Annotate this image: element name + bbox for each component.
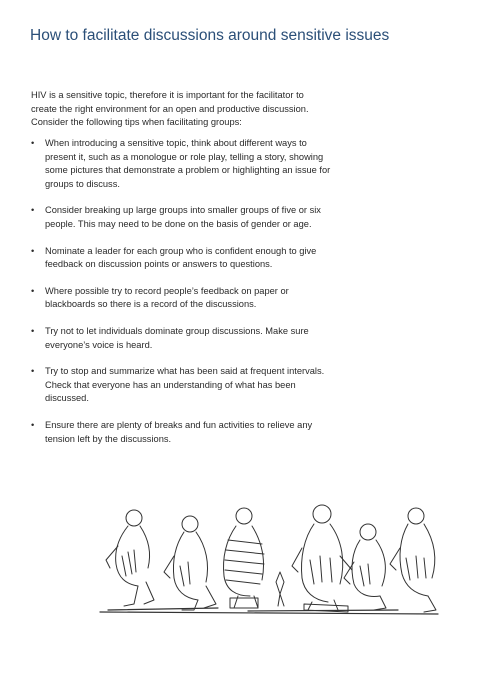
- bullet-icon: •: [31, 366, 35, 377]
- list-item: [31, 285, 331, 312]
- tip-text: Try to stop and summarize what has been said at frequent intervals. Check that everyone has an understanding of what has been discussed.: [45, 366, 325, 404]
- bullet-icon: •: [31, 285, 35, 296]
- bullet-icon: •: [31, 419, 35, 430]
- tip-text: Where possible try to record people’s feedback on paper or blackboards so there is a record of the discussions.: [45, 285, 289, 310]
- list-item: [31, 325, 331, 352]
- tip-text: Ensure there are plenty of breaks and fun activities to relieve any tension left by the discussions.: [45, 419, 313, 444]
- person-figure: [164, 516, 216, 610]
- bullet-icon: •: [31, 245, 35, 256]
- person-figure: [344, 524, 386, 610]
- bullet-icon: •: [31, 138, 35, 148]
- person-figure: [224, 508, 265, 608]
- page-title: How to facilitate discussions around sensitive issues: [30, 27, 390, 44]
- person-figure: [390, 508, 436, 612]
- small-figure: [276, 572, 284, 606]
- tip-text: Consider breaking up large groups into smaller groups of five or six people. This may need to be done on the basis of gender or age.: [45, 205, 321, 229]
- tips-list: [31, 137, 331, 446]
- tip-text: Nominate a leader for each group who is confident enough to give feedback on discussion points or answers to questions.: [45, 245, 317, 270]
- ground-line: [100, 608, 438, 614]
- bullet-icon: •: [31, 205, 35, 216]
- list-item: [31, 204, 331, 231]
- tip-text: Try not to let individuals dominate group discussions. Make sure everyone’s voice is heard.: [45, 325, 309, 350]
- person-figure: [106, 510, 154, 606]
- intro-paragraph: HIV is a sensitive topic, therefore it is important for the facilitator to create the right environment for an open and productive discussion. Consider the following tips when facilitating groups:: [31, 90, 309, 128]
- tip-text: When introducing a sensitive topic, think about different ways to present it, such as a monologue or role play, telling a story, showing some pictures that demonstrate a problem or highlighting an issue for groups to discuss.: [45, 138, 331, 189]
- list-item: [31, 365, 331, 406]
- bullet-icon: •: [31, 325, 35, 336]
- list-item: [31, 245, 331, 272]
- list-item: [31, 137, 331, 191]
- person-figure: [292, 505, 352, 612]
- list-item: [31, 419, 331, 446]
- group-discussion-illustration: [98, 486, 448, 626]
